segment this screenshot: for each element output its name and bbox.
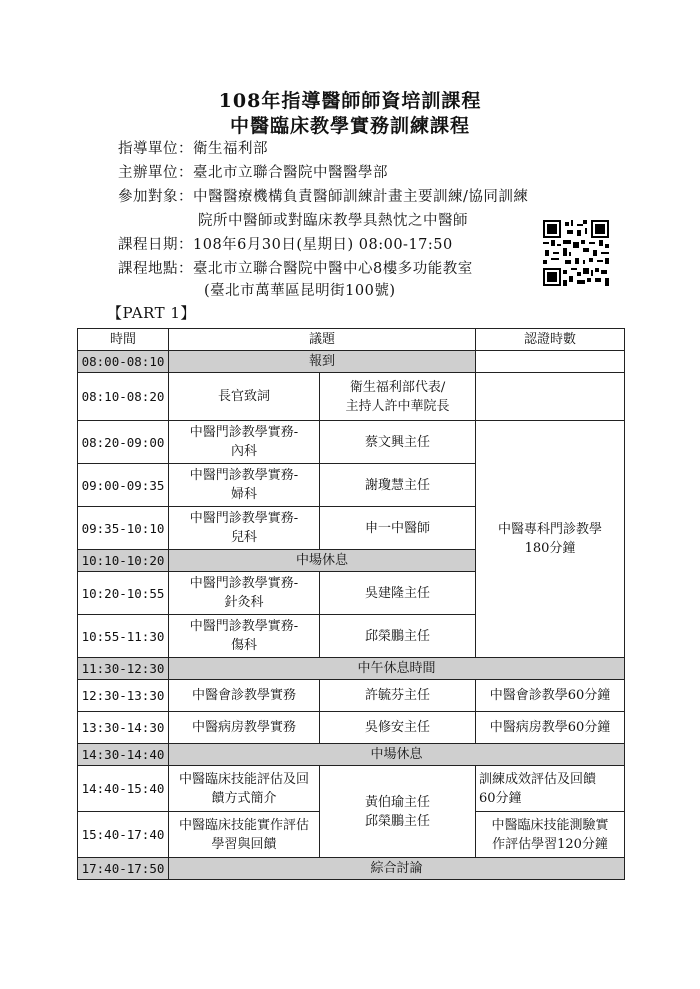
table-header-row [78,329,625,351]
topic-line: 中醫門診教學實務- [189,511,299,526]
table-row [78,658,625,680]
table-row [78,373,625,421]
row-topic [169,464,320,507]
topic-line: 婦科 [230,487,257,502]
row-time: 15:40-17:40 [78,812,169,858]
row-speaker: 許毓芬主任 [320,680,476,712]
speaker-line: 衛生福利部代表/ [349,379,446,395]
table-row [78,858,625,880]
row-topic [169,421,320,464]
row-topic [169,572,320,615]
table-row [78,351,625,373]
outpatient-credit [476,421,625,658]
info-address: (臺北市萬華區昆明街100號) [204,283,396,299]
title-line-1: 108年指導醫師師資培訓課程 [218,90,482,112]
row-speaker: 申一中醫師 [320,507,476,550]
table-row [78,766,625,812]
header-topic: 議題 [169,329,476,351]
topic-line: 中醫門診教學實務- [189,468,299,483]
table-row [78,421,625,464]
topic-line: 針灸科 [224,595,264,610]
row-credit: 中醫會診教學60分鐘 [476,680,625,712]
credit-line: 180分鐘 [524,541,576,556]
row-credit: 中醫病房教學60分鐘 [476,712,625,744]
info-location: 課程地點：臺北市立聯合醫院中醫中心8樓多功能教室 [118,261,473,277]
row-topic: 長官致詞 [169,373,320,421]
topic-line: 中醫臨床技能實作評估 [178,817,309,833]
row-topic [169,507,320,550]
row-speaker [320,373,476,421]
topic-line: 學習與回饋 [211,836,277,852]
topic-line: 饋方式簡介 [211,790,277,806]
row-label: 中場休息 [169,744,625,766]
row-time: 08:00-08:10 [78,351,169,373]
row-speaker: 吳建隆主任 [320,572,476,615]
qr-code-icon[interactable] [543,220,609,286]
row-time: 10:20-10:55 [78,572,169,615]
info-participants-1: 參加對象：中醫醫療機構負責醫師訓練計畫主要訓練/協同訓練 [118,189,529,205]
info-guide-unit: 指導單位：衛生福利部 [118,141,268,157]
speaker-line: 主持人許中華院長 [345,398,450,414]
info-date: 課程日期：108年6月30日(星期日) 08:00-17:50 [118,237,453,253]
row-topic [169,812,320,858]
row-label: 報到 [169,351,476,373]
row-topic: 中醫會診教學實務 [169,680,320,712]
credit-line: 中醫專科門診教學 [498,522,603,537]
row-credit [476,766,625,812]
table-row [78,680,625,712]
header-time: 時間 [78,329,169,351]
row-time: 11:30-12:30 [78,658,169,680]
header-credit: 認證時數 [476,329,625,351]
row-time: 10:55-11:30 [78,615,169,658]
credit-line: 60分鐘 [479,790,522,806]
row-label: 綜合討論 [169,858,625,880]
row-topic [169,615,320,658]
row-time: 14:40-15:40 [78,766,169,812]
credit-line: 作評估學習120分鐘 [492,836,608,852]
row-topic: 中醫病房教學實務 [169,712,320,744]
part-label: 【PART 1】 [107,304,196,322]
row-speaker: 邱榮鵬主任 [320,615,476,658]
speaker-line: 邱榮鵬主任 [365,813,431,829]
topic-line: 傷科 [230,638,257,653]
row-speaker: 蔡文興主任 [320,421,476,464]
row-speaker: 謝瓊慧主任 [320,464,476,507]
row-time: 09:35-10:10 [78,507,169,550]
row-label: 中午休息時間 [169,658,625,680]
joint-speaker [320,766,476,858]
row-time: 10:10-10:20 [78,550,169,572]
row-time: 13:30-14:30 [78,712,169,744]
table-row [78,712,625,744]
row-credit-empty [476,351,625,373]
row-time: 14:30-14:40 [78,744,169,766]
row-credit [476,812,625,858]
credit-line: 中醫臨床技能測驗實 [491,817,609,833]
info-host-unit: 主辦單位：臺北市立聯合醫院中醫醫學部 [118,165,388,181]
row-time: 17:40-17:50 [78,858,169,880]
table-row [78,744,625,766]
row-speaker: 吳修安主任 [320,712,476,744]
topic-line: 中醫臨床技能評估及回 [178,771,309,787]
topic-line: 中醫門診教學實務- [189,425,299,440]
row-time: 08:20-09:00 [78,421,169,464]
row-label: 中場休息 [169,550,476,572]
topic-line: 中醫門診教學實務- [189,619,299,634]
row-time: 08:10-08:20 [78,373,169,421]
schedule-table [77,328,625,880]
speaker-line: 黃伯瑜主任 [365,794,431,810]
info-participants-2: 院所中醫師或對臨床教學具熱忱之中醫師 [198,213,468,229]
row-credit-empty [476,373,625,421]
row-time: 09:00-09:35 [78,464,169,507]
topic-line: 中醫門診教學實務- [189,576,299,591]
topic-line: 兒科 [230,530,257,545]
row-time: 12:30-13:30 [78,680,169,712]
row-topic [169,766,320,812]
title-line-2: 中醫臨床教學實務訓練課程 [229,115,470,137]
credit-line: 訓練成效評估及回饋 [479,771,597,787]
topic-line: 內科 [230,444,257,459]
